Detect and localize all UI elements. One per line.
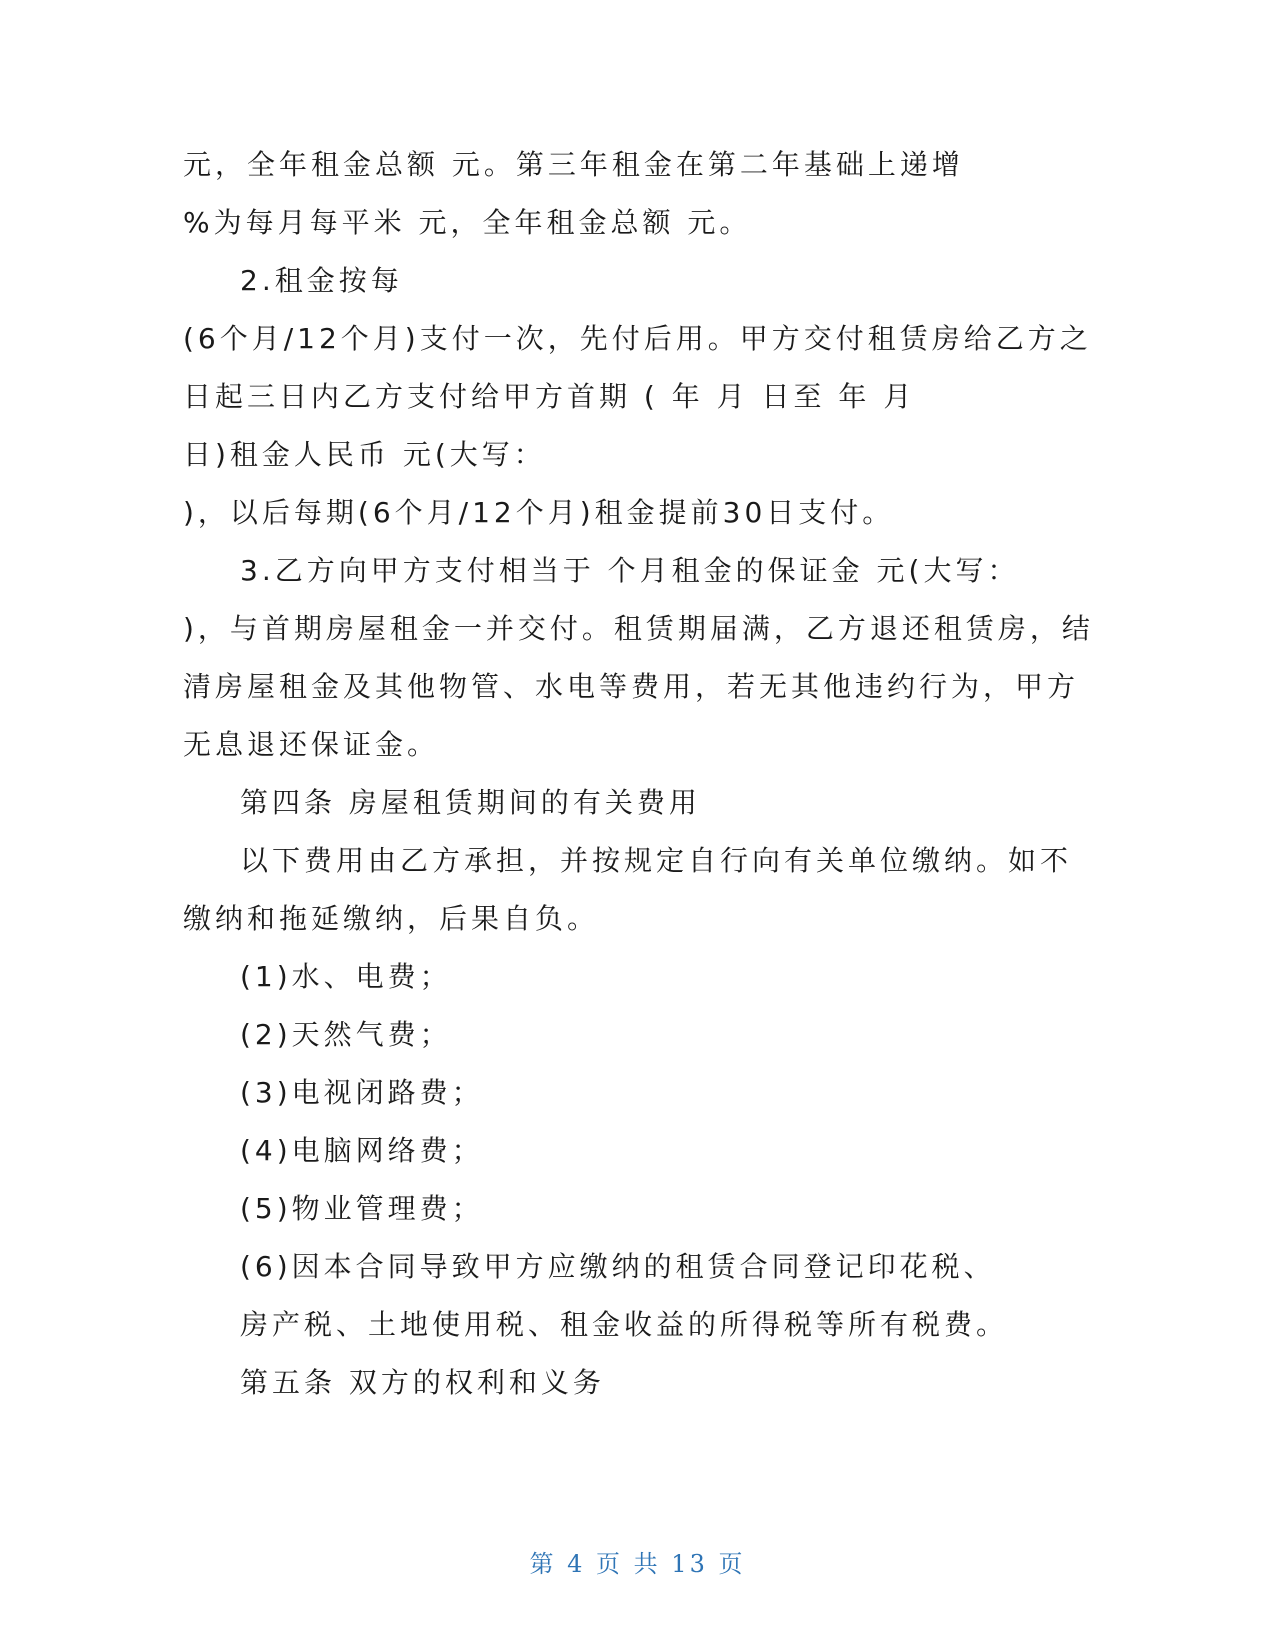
text-line: 日起三日内乙方支付给甲方首期 ( 年 月 日至 年 月	[183, 380, 916, 413]
text-line: %为每月每平米 元，全年租金总额 元。	[183, 206, 752, 239]
page-number: 第 4 页 共 13 页	[529, 1550, 746, 1578]
text-line: 日)租金人民币 元(大写：	[183, 438, 546, 471]
list-item: (1)水、电费；	[240, 960, 452, 993]
text-line: )，以后每期(6个月/12个月)租金提前30日支付。	[183, 496, 895, 529]
text-line: 房产税、土地使用税、租金收益的所得税等所有税费。	[240, 1308, 1009, 1341]
text-line: 元，全年租金总额 元。第三年租金在第二年基础上递增	[183, 148, 964, 181]
text-line: 清房屋租金及其他物管、水电等费用，若无其他违约行为，甲方	[183, 670, 1080, 703]
text-line: 缴纳和拖延缴纳，后果自负。	[183, 902, 600, 935]
list-item: (2)天然气费；	[240, 1018, 452, 1051]
text-line: )，与首期房屋租金一并交付。租赁期届满，乙方退还租赁房，结	[183, 612, 1094, 645]
section-heading: 第五条 双方的权利和义务	[240, 1366, 605, 1399]
text-line: 3.乙方向甲方支付相当于 个月租金的保证金 元(大写：	[240, 554, 1020, 587]
list-item: (3)电视闭路费；	[240, 1076, 484, 1109]
list-item: (5)物业管理费；	[240, 1192, 484, 1225]
text-line: (6个月/12个月)支付一次，先付后用。甲方交付租赁房给乙方之	[183, 322, 1092, 355]
section-heading: 第四条 房屋租赁期间的有关费用	[240, 786, 701, 819]
text-line: 以下费用由乙方承担，并按规定自行向有关单位缴纳。如不	[240, 844, 1073, 877]
text-line: 无息退还保证金。	[183, 728, 440, 761]
list-item: (6)因本合同导致甲方应缴纳的租赁合同登记印花税、	[240, 1250, 996, 1283]
text-line: 2.租金按每	[240, 264, 403, 297]
list-item: (4)电脑网络费；	[240, 1134, 484, 1167]
